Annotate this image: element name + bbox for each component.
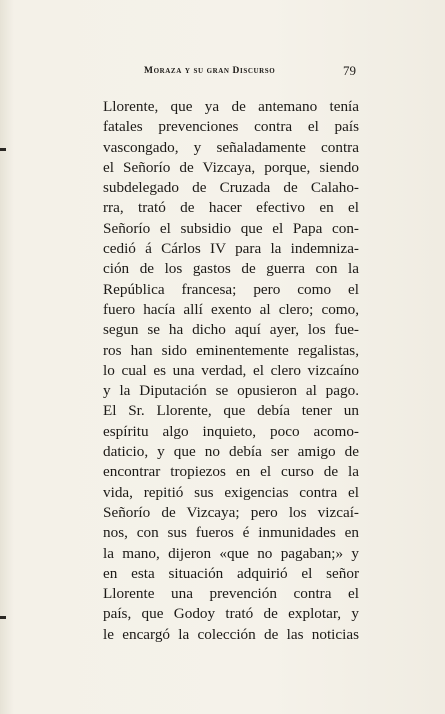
text-line: fatales prevenciones contra el país [103, 118, 359, 136]
text-line: fuero hacía allí exento al clero; como, [103, 300, 359, 318]
text-line: Señorío el subsidio que el Papa con- [103, 219, 359, 237]
running-head [104, 63, 356, 81]
text-line: vida, repitió sus exigencias contra el [103, 483, 359, 501]
text-line: nos, con sus fueros é inmunidades en [103, 524, 359, 542]
text-line: espíritu algo inquieto, poco acomo- [103, 422, 359, 440]
page-number: 79 [343, 63, 356, 78]
text-line: El Sr. Llorente, que debía tener un [103, 402, 359, 420]
text-line: país, que Godoy trató de explotar, y [103, 605, 359, 623]
text-line: y la Diputación se opusieron al pago. [103, 382, 359, 400]
text-line: segun se ha dicho aquí ayer, los fue- [103, 321, 359, 339]
text-line: República francesa; pero como el [103, 280, 359, 298]
text-line: lo cual es una verdad, el clero vizcaíno [103, 361, 359, 379]
text-line: encontrar tropiezos en el curso de la [103, 463, 359, 481]
text-line: le encargó la colección de las noticias [103, 625, 359, 643]
text-line: subdelegado de Cruzada de Calaho- [103, 179, 359, 197]
text-line: cedió á Cárlos IV para la indemniza- [103, 240, 359, 258]
body-text [103, 97, 359, 645]
text-line: el Señorío de Vizcaya, porque, siendo [103, 158, 359, 176]
text-line: la mano, dijeron «que no pagaban;» y [103, 544, 359, 562]
text-line: en esta situación adquirió el señor [103, 564, 359, 582]
text-line: ción de los gastos de guerra con la [103, 260, 359, 278]
text-line: Llorente, que ya de antemano tenía [103, 98, 359, 115]
text-line: ros han sido eminentemente regalistas, [103, 341, 359, 359]
binding-mark [0, 148, 6, 151]
text-line: Llorente una prevención contra el [103, 585, 359, 603]
text-line: daticio, y que no debía ser amigo de [103, 443, 359, 461]
text-line: vascongado, y señaladamente contra [103, 138, 359, 156]
binding-mark [0, 616, 6, 619]
text-line: rra, trató de hacer efectivo en el [103, 199, 359, 217]
running-title: Moraza y su gran Discurso [144, 66, 276, 76]
text-line: Señorío de Vizcaya; pero los vizcaí- [103, 503, 359, 521]
